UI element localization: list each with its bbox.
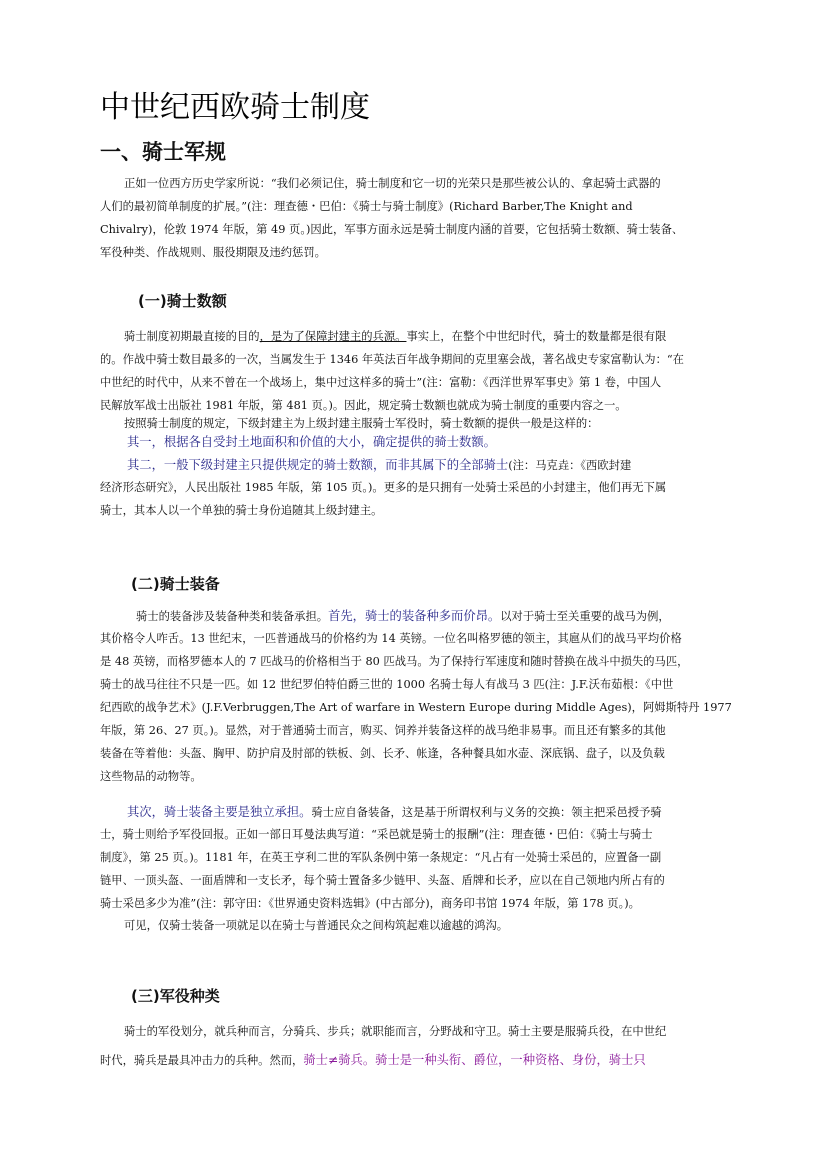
paragraph-line: 纪西欧的战争艺术》(J.F.Verbruggen,The Art of warfare in Western Europe during Middle Ages)，阿姆斯特丹 1977 <box>100 701 732 714</box>
paragraph-line: 链甲、一顶头盔、一面盾牌和一支长矛，每个骑士置备多少链甲、头盔、盾牌和长矛，应以在自己领地内所占有的 <box>100 874 665 887</box>
highlight-text: 其次，骑士装备主要是独立承担。 <box>127 805 312 819</box>
paragraph-line: 人们的最初简单制度的扩展。”(注：理查德・巴伯：《骑士与骑士制度》(Richard Barber,The Knight and <box>100 200 633 213</box>
paragraph-line: 装备在等着他：头盔、胸甲、防护肩及肘部的铁板、剑、长矛、帐逢，各种餐具如水壶、深底锅、盘子，以及负载 <box>100 747 665 760</box>
subsection-heading: (三)军役种类 <box>131 987 220 1005</box>
paragraph-line: 骑士采邑多少为准”(注：郭守田：《世界通史资料选辑》(中古部分)，商务印书馆 1974 年版，第 178 页。)。 <box>100 897 640 910</box>
paragraph-line: 这些物品的动物等。 <box>100 770 202 783</box>
text-run: 骑士的装备涉及装备种类和装备承担。 <box>136 610 329 623</box>
subsection-heading: (二)骑士装备 <box>131 575 220 593</box>
paragraph-line: 经济形态研究》，人民出版社 1985 年版，第 105 页。)。更多的是只拥有一处骑士采邑的小封建主，他们再无下属 <box>100 481 667 494</box>
paragraph-line: 骑士的军役划分，就兵种而言，分骑兵、步兵；就职能而言，分野战和守卫。骑士主要是服骑兵役，在中世纪 <box>124 1025 667 1038</box>
paragraph-line: 骑士的战马往往不只是一匹。如 12 世纪罗伯特伯爵三世的 1000 名骑士每人有战马 3 匹(注：J.F.沃布茹根：《中世 <box>100 678 674 691</box>
text-run: 以对于骑士至关重要的战马为例， <box>500 610 670 623</box>
paragraph-line: 制度》，第 25 页。)。1181 年，在英王亨利二世的军队条例中第一条规定：“凡占有一处骑士采邑的，应置备一副 <box>100 851 662 864</box>
text-run: 时代，骑兵是最具冲击力的兵种。然而， <box>100 1054 304 1067</box>
paragraph-line <box>127 453 631 478</box>
paragraph-line <box>127 800 662 825</box>
paragraph-line: 正如一位西方历史学家所说：“我们必须记住，骑士制度和它一切的光荣只是那些被公认的、拿起骑士武器的 <box>124 177 661 190</box>
highlight-text: 骑士≠骑兵。骑士是一种头衔、爵位，一种资格、身份，骑士只 <box>303 1053 646 1067</box>
paragraph-line <box>136 604 670 629</box>
text-run: 事实上，在整个中世纪时代，骑士的数量都是很有限 <box>406 330 667 343</box>
paragraph-line: 骑士，其本人以一个单独的骑士身份追随其上级封建主。 <box>100 504 383 517</box>
subsection-heading: (一)骑士数额 <box>138 292 227 310</box>
text-run: 骑士应自备装备，这是基于所谓权利与义务的交换：领主把采邑授予骑 <box>311 806 662 819</box>
paragraph-line: 其价格令人咋舌。13 世纪末，一匹普通战马的价格约为 14 英镑。一位名叫格罗德的领主，其扈从们的战马平均价格 <box>100 632 682 645</box>
paragraph-line: 士，骑士则给予军役回报。正如一部日耳曼法典写道：“采邑就是骑士的报酬”(注：理查德・巴伯：《骑士与骑士 <box>100 828 653 841</box>
paragraph-line: 中世纪的时代中，从来不曾在一个战场上，集中过这样多的骑士”(注：富勒：《西洋世界军事史》第 1 卷，中国人 <box>100 376 662 389</box>
text-run: (注：马克垚：《西欧封建 <box>508 459 632 472</box>
paragraph-line: 民解放军战士出版社 1981 年版，第 481 页。)。因此，规定骑士数额也就成为骑士制度的重要内容之一。 <box>100 399 627 412</box>
paragraph-line: Chivalry)，伦敦 1974 年版，第 49 页。)因此，军事方面永远是骑士制度内涵的首要，它包括骑士数额、骑士装备、 <box>100 223 684 236</box>
paragraph-line <box>124 325 666 349</box>
paragraph-line: 可见，仅骑士装备一项就足以在骑士与普通民众之间构筑起难以逾越的鸿沟。 <box>124 919 509 932</box>
highlight-text: 其二，一般下级封建主只提供规定的骑士数额，而非其属下的全部骑士 <box>127 458 509 472</box>
paragraph-line: 按照骑士制度的规定，下级封建主为上级封建主服骑士军役时，骑士数额的提供一般是这样的： <box>124 417 599 430</box>
text-run: 骑士制度初期最直接的目的 <box>124 330 260 343</box>
highlight-line: 其一，根据各自受封土地面积和价值的大小，确定提供的骑士数额。 <box>127 435 496 449</box>
paragraph-line: 的。作战中骑士数目最多的一次，当属发生于 1346 年英法百年战争期间的克里塞会战，著名战史专家富勒认为：“在 <box>100 353 684 366</box>
highlight-text: 首先，骑士的装备种多而价昂。 <box>328 609 501 623</box>
underlined-text: ，是为了保障封建主的兵源。 <box>259 330 407 343</box>
paragraph-line: 是 48 英镑，而格罗德本人的 7 匹战马的价格相当于 80 匹战马。为了保持行军速度和随时替换在战斗中损失的马匹， <box>100 655 689 668</box>
paragraph-line: 年版，第 26、27 页。)。显然，对于普通骑士而言，购买、饲养并装备这样的战马绝非易事。而且还有繁多的其他 <box>100 724 666 737</box>
paragraph-line: 军役种类、作战规则、服役期限及违约惩罚。 <box>100 246 326 259</box>
page-title: 中世纪西欧骑士制度 <box>100 90 370 125</box>
paragraph-line <box>100 1048 646 1073</box>
section-heading: 一、骑士军规 <box>100 140 226 164</box>
